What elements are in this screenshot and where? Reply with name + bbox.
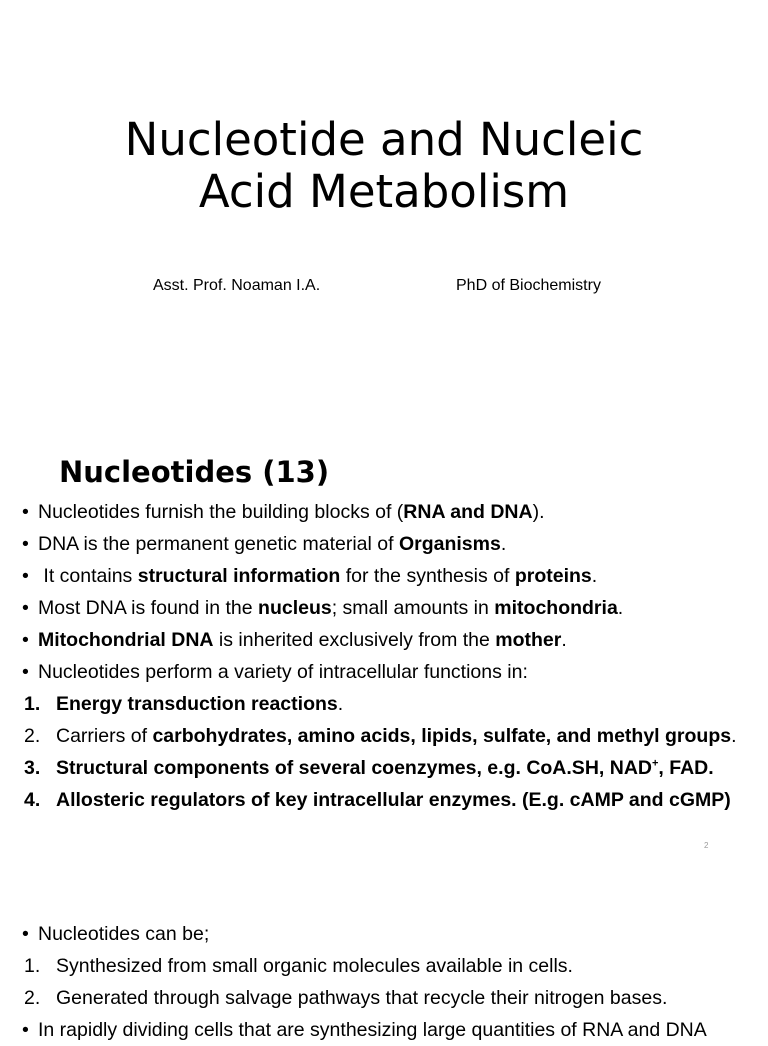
- bullet-text: .: [500, 533, 507, 555]
- item-text: Generated through salvage pathways that recycle their nitrogen bases.: [56, 987, 668, 1009]
- bullet-text: .: [617, 597, 624, 619]
- bullet-bold-text: Mitochondrial DNA: [38, 629, 214, 651]
- item-text: .: [731, 725, 737, 747]
- bullet-bold-text: nucleus: [258, 597, 332, 619]
- item-bold-text: , FAD.: [658, 757, 714, 779]
- bullet-marker: •: [22, 629, 29, 651]
- bullet-item: [22, 1014, 754, 1046]
- slide-title: [0, 114, 768, 218]
- bullet-bold-text: mother: [495, 629, 562, 651]
- bullet-list: [22, 496, 754, 816]
- nucleotide-sources-slide: [0, 860, 768, 1041]
- bullet-marker: •: [22, 501, 29, 523]
- bullet-item: [22, 592, 754, 624]
- bullet-marker: •: [22, 597, 29, 619]
- bullet-text: .: [561, 629, 567, 651]
- bullet-marker: •: [22, 533, 29, 555]
- bullet-item: [22, 656, 754, 688]
- slide-heading: Nucleotides (13): [59, 455, 330, 489]
- bullet-text: DNA is the permanent genetic material of: [38, 533, 399, 555]
- bullet-text: for the synthesis of: [340, 565, 515, 587]
- numbered-item: [22, 688, 754, 720]
- author-credential: PhD of Biochemistry: [456, 277, 601, 294]
- bullet-item: [22, 560, 754, 592]
- bullet-marker: •: [22, 923, 29, 945]
- bullet-bold-text: proteins: [514, 565, 592, 587]
- item-number: 4.: [24, 789, 41, 811]
- bullet-text: ).: [532, 501, 545, 523]
- title-line-1: Nucleotide and Nucleic: [124, 113, 644, 166]
- item-number: 2.: [24, 725, 41, 747]
- item-text: Carriers of: [56, 725, 153, 747]
- bullet-text: Nucleotides can be;: [38, 923, 210, 945]
- bullet-text: ; small amounts in: [331, 597, 495, 619]
- bullet-text: Nucleotides perform a variety of intracellular functions in:: [38, 661, 528, 683]
- numbered-item: [22, 752, 754, 784]
- item-bold-text: carbohydrates, amino acids, lipids, sulfate, and methyl groups: [152, 725, 732, 747]
- bullet-item: [22, 528, 754, 560]
- bullet-item: [22, 918, 754, 950]
- item-number: 1.: [24, 693, 41, 715]
- superscript-plus: +: [651, 757, 659, 770]
- bullet-bold-text: RNA and DNA: [403, 501, 533, 523]
- bullet-item: [22, 496, 754, 528]
- numbered-item: [22, 720, 754, 752]
- bullet-text: Nucleotides furnish the building blocks of (: [38, 501, 404, 523]
- numbered-item: [22, 982, 754, 1014]
- bullet-bold-text: structural information: [137, 565, 341, 587]
- item-text: .: [337, 693, 344, 715]
- page-number: 2: [704, 841, 709, 850]
- item-bold-text: Allosteric regulators of key intracellular enzymes. (E.g. cAMP and cGMP): [56, 789, 731, 811]
- numbered-item: [22, 784, 754, 816]
- item-number: 3.: [24, 757, 41, 779]
- author-name: Asst. Prof. Noaman I.A.: [153, 277, 321, 294]
- bullet-bold-text: mitochondria: [494, 597, 618, 619]
- item-bold-text: Structural components of several coenzymes, e.g. CoA.SH, NAD: [56, 757, 652, 779]
- bullet-text: In rapidly dividing cells that are synthesizing large quantities of RNA and DNA: [38, 1019, 707, 1041]
- numbered-item: [22, 950, 754, 982]
- bullet-text: It contains: [38, 565, 138, 587]
- nucleotides-slide: [0, 420, 768, 860]
- item-number: 1.: [24, 955, 41, 977]
- item-number: 2.: [24, 987, 41, 1009]
- bullet-bold-text: Organisms: [398, 533, 501, 555]
- title-line-2: Acid Metabolism: [198, 165, 570, 218]
- bullet-text: is inherited exclusively from the: [213, 629, 496, 651]
- bullet-item: [22, 624, 754, 656]
- bullet-text: Most DNA is found in the: [38, 597, 259, 619]
- item-text: Synthesized from small organic molecules available in cells.: [56, 955, 573, 977]
- bullet-text: .: [591, 565, 598, 587]
- item-bold-text: Energy transduction reactions: [56, 693, 338, 715]
- bullet-marker: •: [22, 1019, 29, 1041]
- title-slide: [0, 0, 768, 420]
- bullet-marker: •: [22, 661, 29, 683]
- bullet-list: [22, 918, 754, 1046]
- bullet-marker: •: [22, 565, 29, 587]
